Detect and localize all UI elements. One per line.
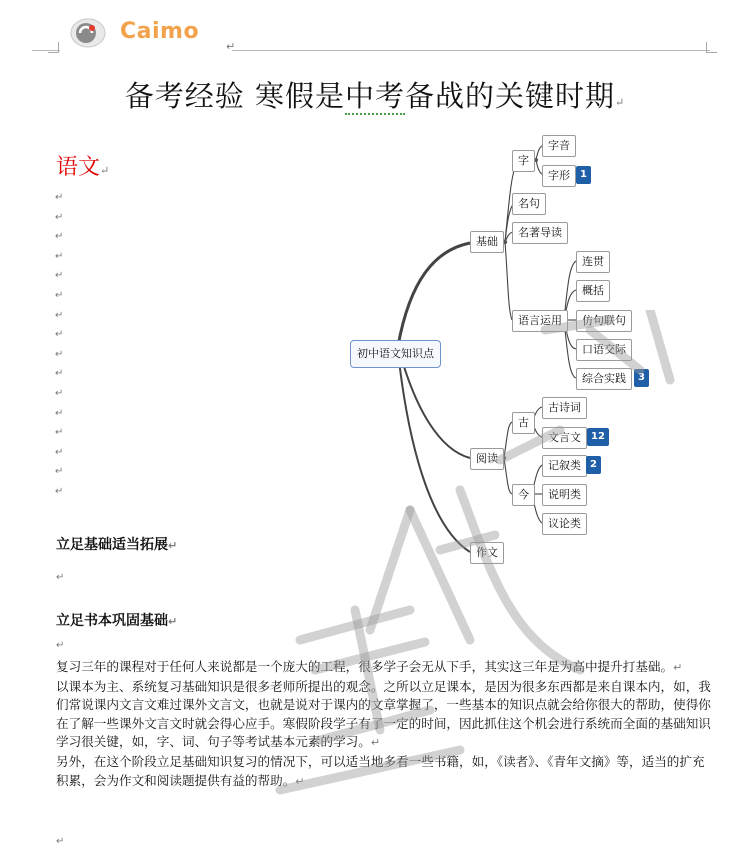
empty-paragraph-mark: ↵	[55, 466, 64, 478]
paragraph-2: 以课本为主、系统复习基础知识是很多老师所提出的观念。之所以立足课本，是因为很多东西都是来自课本内，如，我们常说课内文言文难过课外文言文，也就是说对于课内的文章掌握了，一些基本的知识点就会给你很大的帮助，使得你在了解一些课外文言文时就会得心应手。寒假阶段学子有了一定的时间，因此抓住这个机会进行系统而全面的基础知识学习很关键，如，字、词、句子等考试基本元素的学习。↵	[56, 678, 711, 750]
section-heading-2: 立足书本巩固基础↵	[56, 613, 178, 629]
mindmap-node-gu: 古	[512, 412, 535, 434]
empty-paragraph-mark: ↵	[55, 270, 64, 282]
empty-paragraphs	[55, 188, 69, 502]
caimo-logo	[66, 16, 224, 50]
mindmap-node-mingju: 名句	[512, 193, 546, 215]
paragraph-1: 复习三年的课程对于任何人来说都是一个庞大的工程，很多学子会无从下手，其实这三年是为高中提升打基础。↵	[56, 659, 683, 674]
mindmap-node-fangju: 仿句联句	[576, 310, 632, 332]
header-paragraph-mark: ↵	[226, 40, 236, 53]
mindmap-node-wenyanwen: 文言文	[542, 427, 587, 449]
empty-paragraph-mark: ↵	[55, 329, 64, 341]
mindmap-node-yuyan: 语言运用	[512, 310, 568, 332]
empty-paragraph-mark: ↵	[55, 309, 64, 321]
mindmap-node-zonghe: 综合实践	[576, 368, 632, 390]
empty-paragraph-mark: ↵	[55, 368, 64, 380]
mindmap-node-kouyu: 口语交际	[576, 339, 632, 361]
knowledge-mindmap	[340, 130, 680, 570]
empty-paragraph-mark: ↵	[55, 407, 64, 419]
header-rule-right	[232, 50, 710, 51]
mindmap-node-zixing: 字形	[542, 165, 576, 187]
paragraph-3: 另外，在这个阶段立足基础知识复习的情况下，可以适当地多看一些书籍，如，《读者》、《青年文摘》等，适当的扩充积累，会为作文和阅读题提供有益的帮助。↵	[56, 753, 705, 788]
mindmap-node-shuoming: 说明类	[542, 484, 587, 506]
badge-zixing: 1	[576, 166, 591, 184]
document-title: 备考经验 寒假是中考备战的关键时期↵	[124, 79, 626, 113]
section-heading-1: 立足基础适当拓展↵	[56, 537, 178, 553]
empty-paragraph-mark: ↵	[55, 192, 64, 203]
mindmap-node-yuedu: 阅读	[470, 448, 504, 470]
body-text	[56, 658, 714, 791]
mindmap-node-zuowen: 作文	[470, 542, 504, 564]
empty-paragraph-mark: ↵	[55, 427, 64, 439]
mindmap-node-mingzhu: 名著导读	[512, 222, 568, 244]
empty-paragraph-mark: ↵	[55, 387, 64, 399]
caimo-logo-icon	[70, 18, 106, 48]
empty-paragraph-mark: ↵	[55, 348, 64, 360]
empty-paragraph-mark: ↵	[56, 572, 65, 583]
subject-heading: 语文↵	[56, 155, 110, 180]
badge-jixu: 2	[586, 456, 601, 474]
mindmap-node-gushici: 古诗词	[542, 397, 587, 419]
mindmap-center-node: 初中语文知识点	[350, 340, 441, 368]
empty-paragraph-mark: ↵	[55, 485, 64, 497]
empty-paragraph-mark: ↵	[55, 446, 64, 458]
mindmap-node-yilun: 议论类	[542, 513, 587, 535]
caimo-logo-text: Caimo	[120, 19, 200, 44]
mindmap-node-jin: 今	[512, 484, 535, 506]
empty-paragraph-mark: ↵	[55, 250, 64, 262]
empty-paragraph-mark: ↵	[55, 289, 64, 301]
mindmap-node-liankuan: 连贯	[576, 251, 610, 273]
empty-paragraph-mark: ↵	[56, 640, 65, 651]
mindmap-node-gaikuo: 概括	[576, 280, 610, 302]
badge-zonghe: 3	[634, 369, 649, 387]
margin-corner-right	[706, 42, 717, 53]
mindmap-node-ziyin: 字音	[542, 135, 576, 157]
badge-wenyanwen: 12	[587, 428, 609, 446]
mindmap-node-jixu: 记叙类	[542, 455, 587, 477]
mindmap-node-jichu: 基础	[470, 231, 504, 253]
empty-paragraph-mark: ↵	[55, 231, 64, 243]
mindmap-node-zi: 字	[512, 150, 535, 172]
margin-corner-left	[48, 42, 59, 53]
empty-paragraph-mark: ↵	[55, 211, 64, 223]
empty-paragraph-mark: ↵	[56, 836, 65, 847]
